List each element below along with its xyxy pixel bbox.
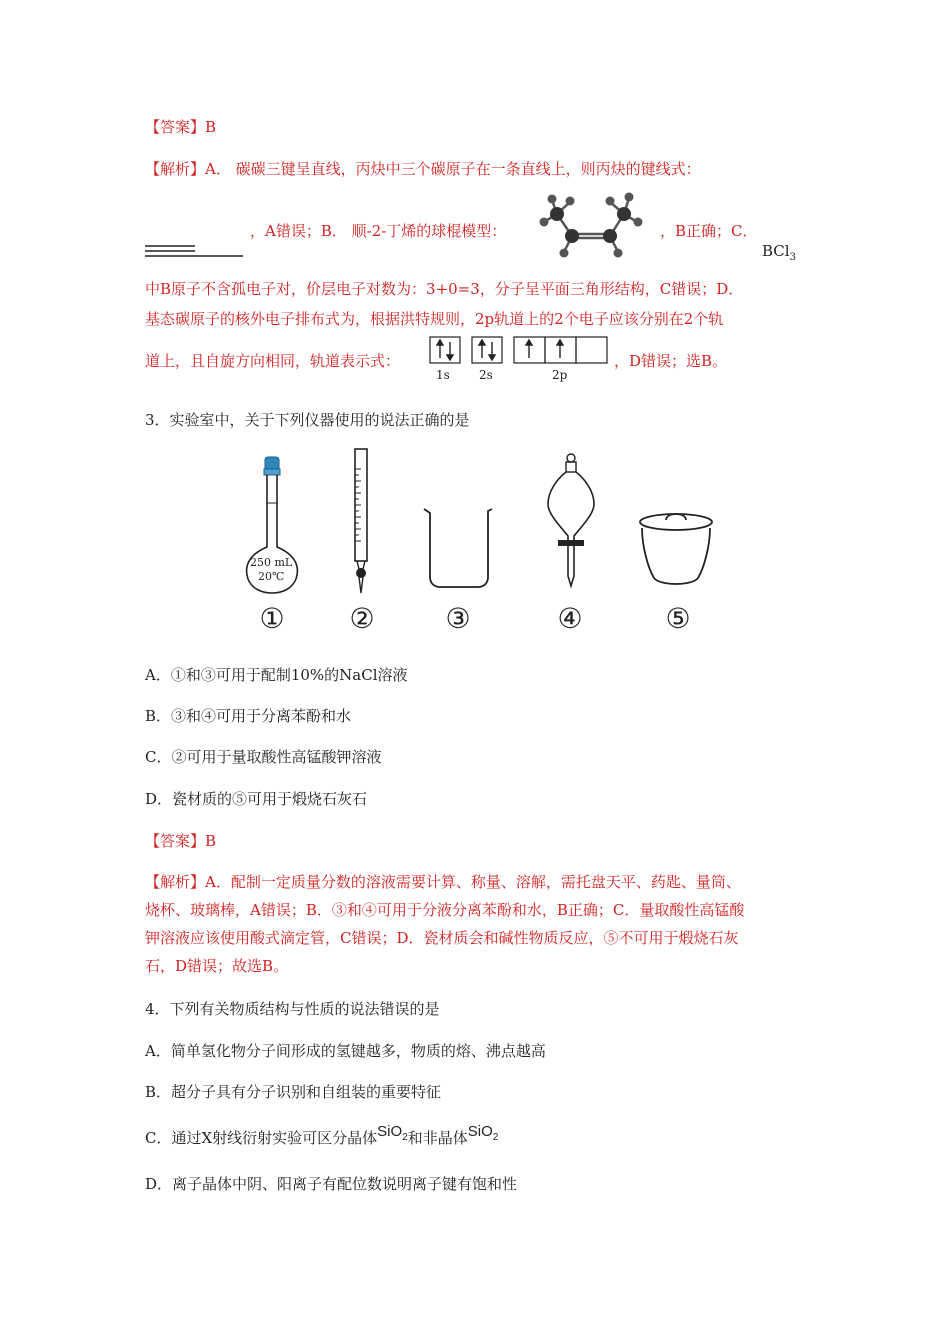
answer-value: B (205, 118, 217, 136)
cis-2-butene-ball-stick-model (532, 190, 657, 270)
q4-stem: 4．下列有关物质结构与性质的说法错误的是 (145, 1000, 440, 1018)
q3-analysis-line-3: 钾溶液应该使用酸式滴定管，C错误；D．瓷材质会和碱性物质反应，⑤不可用于煅烧石灰 (145, 929, 739, 947)
flask-volume-text: 250 mL (250, 556, 293, 569)
q2-analysis-line-2b: ，B正确；C． (660, 222, 758, 240)
q3-option-c: C．②可用于量取酸性高锰酸钾溶液 (145, 748, 382, 766)
analysis-tag: 【解析】 (145, 873, 206, 891)
q3-analysis-line-1: 【解析】A．配制一定质量分数的溶液需要计算、称量、溶解，需托盘天平、药匙、量筒、 (145, 873, 741, 891)
answer-value: B (205, 832, 217, 850)
beaker (422, 505, 494, 589)
q2-analysis-line-1: 【解析】A． 碳碳三键呈直线，丙炔中三个碳原子在一条直线上，则丙炔的键线式： (145, 160, 701, 178)
answer-tag: 【答案】 (145, 118, 206, 136)
propyne-skeletal-formula (145, 244, 245, 264)
separatory-funnel (546, 452, 596, 592)
q3-analysis-line-4: 石，D错误；故选B。 (145, 957, 289, 975)
analysis-tag: 【解析】 (145, 160, 206, 178)
q2-answer (145, 116, 216, 138)
q3-stem: 3．实验室中，关于下列仪器使用的说法正确的是 (145, 411, 470, 429)
orbital-label-2p: 2p (552, 368, 568, 382)
q3-analysis-line-2: 烧杯、玻璃棒，A错误；B．③和④可用于分液分离苯酚和水，B正确；C．量取酸性高锰酸 (145, 901, 745, 919)
q4-option-c: C．通过X射线衍射实验可区分晶体SiO$_2$和非晶体SiO$_2$ (145, 1123, 499, 1147)
sio2-formula: SiO$_2$ (377, 1123, 408, 1143)
q3-option-d: D．瓷材质的⑤可用于煅烧石灰石 (145, 790, 368, 808)
q2-analysis-line-2a: ，A错误；B． 顺-2-丁烯的球棍模型： (250, 222, 507, 240)
instrument-label-4: ④ (557, 602, 583, 635)
q2-analysis-line-3: 中B原子不含孤电子对，价层电子对数为：3+0=3，分子呈平面三角形结构，C错误；D． (145, 280, 744, 298)
q2-analysis-line-5a: 道上，且自旋方向相同，轨道表示式： (145, 352, 401, 370)
q4-option-d: D．离子晶体中阴、阳离子有配位数说明离子键有饱和性 (145, 1175, 518, 1193)
instrument-label-3: ③ (445, 602, 471, 635)
flask-temperature-text: 20℃ (258, 570, 285, 583)
crucible (636, 506, 716, 592)
instrument-label-2: ② (349, 602, 375, 635)
orbital-diagram (429, 336, 611, 384)
q4-option-a: A．简单氢化物分子间形成的氢键越多，物质的熔、沸点越高 (145, 1042, 546, 1060)
answer-tag: 【答案】 (145, 832, 206, 850)
q3-answer (145, 830, 216, 852)
q2-analysis-line-5b: ，D错误；选B。 (614, 352, 728, 370)
bcl3-formula: BCl$_3$ (762, 242, 796, 263)
q3-option-a: A．①和③可用于配制10%的NaCl溶液 (145, 666, 408, 684)
sio2-formula: SiO$_2$ (467, 1123, 499, 1143)
q2-analysis-line-4: 基态碳原子的核外电子排布式为，根据洪特规则，2p轨道上的2个电子应该分别在2个轨 (145, 310, 724, 328)
q3-option-b: B．③和④可用于分离苯酚和水 (145, 707, 352, 725)
orbital-label-2s: 2s (479, 368, 493, 382)
instrument-label-5: ⑤ (665, 602, 691, 635)
instrument-label-1: ① (259, 602, 285, 635)
orbital-label-1s: 1s (436, 368, 450, 382)
burette (350, 447, 374, 597)
q4-option-b: B．超分子具有分子识别和自组装的重要特征 (145, 1083, 442, 1101)
